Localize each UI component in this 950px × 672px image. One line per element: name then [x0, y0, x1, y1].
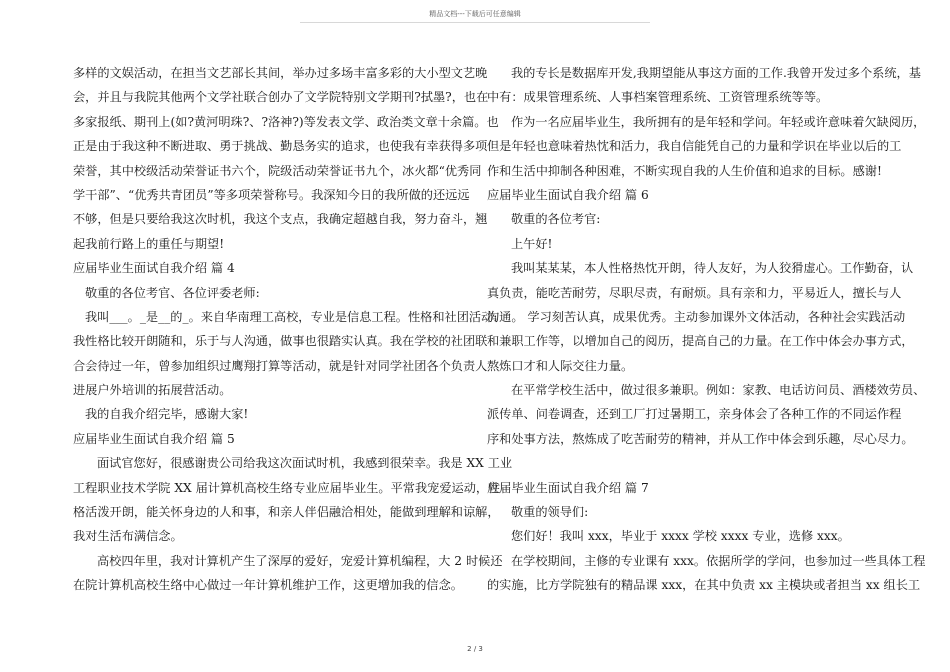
text-line: 熬炼口才和人际交往力量。 [487, 358, 634, 373]
text-line: 我叫某某某，本人性格热忱开朗，待人友好，为人狡猾虚心。工作勤奋，认 [511, 261, 914, 276]
section-heading: 应届毕业生面试自我介绍 篇 5 [73, 431, 235, 446]
right-text-column [487, 61, 926, 598]
text-line: 我对生活布满信念。 [73, 529, 183, 544]
page-number: 2 / 3 [467, 645, 483, 653]
text-line: 作为一名应届毕业生，我所拥有的是年轻和学问。年轻或许意味着欠缺阅历， [511, 114, 926, 129]
text-line: 正是由于我这种不断进取、勇于挑战、勤恳务实的追求，也使我有幸获得多项 [73, 139, 488, 154]
text-line: 起我前行路上的重任与期望! [73, 236, 225, 251]
section-heading: 应届毕业生面试自我介绍 篇 6 [487, 187, 649, 202]
text-line: 在学校期间，主修的专业课有 xxx。依据所学的学问，也参加过一些具体工程 [511, 553, 926, 568]
text-line: 不够，但是只要给我这次时机，我这个支点，我确定超越自我，努力奋斗，翘 [73, 212, 488, 227]
text-line: 多家报纸、期刊上(如?黄河明珠?、?洛神?)等发表文学、政治类文章十余篇。也 [73, 114, 499, 129]
text-line: 学干部”、“优秀共青团员”等多项荣誉称号。我深知今日的我所做的还远远 [73, 187, 470, 202]
text-line: 沟通。 学习刻苦认真，成果优秀。主动参加课外文体活动，各种社会实践活动 [487, 309, 906, 324]
text-line: 我的专长是数据库开发,我期望能从事这方面的工作.我曾开发过多个系统，基 [511, 66, 921, 80]
text-line: 面试官您好，很感谢贵公司给我这次面试时机，我感到很荣幸。我是 XX 工业 [97, 456, 513, 471]
text-line: 会，并且与我院其他两个文学社联合创办了文学院特别文学期刊?拭墨?，也在 [73, 90, 489, 105]
section-heading: 应届毕业生面试自我介绍 篇 4 [73, 261, 235, 276]
text-line: 格活泼开朗，能关怀身边的人和事，和亲人伴侣融洽相处，能做到理解和谅解， [73, 505, 500, 520]
text-line: 序和处事方法，熬炼成了吃苦耐劳的精神，并从工作中体会到乐趣，尽心尽力。 [487, 431, 914, 446]
text-line: 多样的文娱活动，在担当文艺部长其间，举办过多场丰富多彩的大小型文艺晚 [73, 66, 488, 80]
text-line: 在院计算机高校生络中心做过一年计算机维护工作，这更增加我的信念。 [73, 578, 463, 593]
section-heading: 应届毕业生面试自我介绍 篇 7 [487, 480, 649, 495]
text-line: 的实施，比方学院独有的精品课 xxx，在其中负责 xx 主模块或者担当 xx 组长工 [487, 578, 921, 593]
text-line: 进展户外培训的拓展营活动。 [73, 383, 232, 398]
salutation: 敬重的各位考官: [511, 212, 601, 227]
text-line: 中有：成果管理系统、人事档案管理系统、工资管理系统等等。 [487, 90, 829, 105]
text-line: 您们好！我叫 xxx，毕业于 xxxx 学校 xxxx 专业，选修 xxx。 [511, 529, 850, 544]
text-line: 和兼职工作等，以增加自己的阅历，提高自己的力量。在工作中体会办事方式， [487, 334, 914, 349]
text-line: 我性格比较开朗随和，乐于与人沟通，做事也很踏实认真。我在学校的社团联 [73, 334, 488, 349]
page-header: 精品文档---下载后可任意编辑 [429, 10, 521, 18]
header-divider [300, 22, 650, 23]
text-line: 工程职业技术学院 XX 届计算机高校生络专业应届毕业生。平常我宠爱运动，性 [73, 480, 501, 495]
text-line: 合会待过一年，曾参加组织过鹰翔打算等活动，就是针对同学社团各个负责人 [73, 358, 488, 373]
salutation: 敬重的各位考官、各位评委老师: [85, 285, 260, 300]
left-text-column [73, 61, 513, 598]
text-line: 但是年轻也意味着热忱和活力，我自信能凭自己的力量和学识在毕业以后的工 [487, 139, 902, 154]
text-line: 作和生活中抑制各种困难，不断实现自我的人生价值和追求的目标。感谢! [487, 163, 882, 178]
blank-line [487, 451, 877, 475]
text-line: 真负责，能吃苦耐劳，尽职尽责，有耐烦。具有亲和力，平易近人，擅长与人 [487, 285, 902, 300]
salutation: 敬重的领导们: [511, 505, 589, 520]
text-line: 我叫___。_是__的_。来自华南理工高校，专业是信息工程。性格和社团活动: [85, 309, 498, 324]
text-line: 高校四年里，我对计算机产生了深厚的爱好，宠爱计算机编程，大 2 时候还 [97, 553, 503, 568]
text-line: 荣誉，其中校级活动荣誉证书六个，院级活动荣誉证书九个，冰火都“优秀同 [73, 163, 482, 178]
text-line: 派传单、问卷调查，还到工厂打过暑期工，亲身体会了各种工作的不同运作程 [487, 407, 902, 422]
text-line: 我的自我介绍完毕，感谢大家! [85, 407, 249, 422]
text-line: 在平常学校生活中，做过很多兼职。例如：家教、电话访问员、酒楼效劳员、 [511, 383, 926, 398]
greeting: 上午好! [511, 236, 553, 251]
